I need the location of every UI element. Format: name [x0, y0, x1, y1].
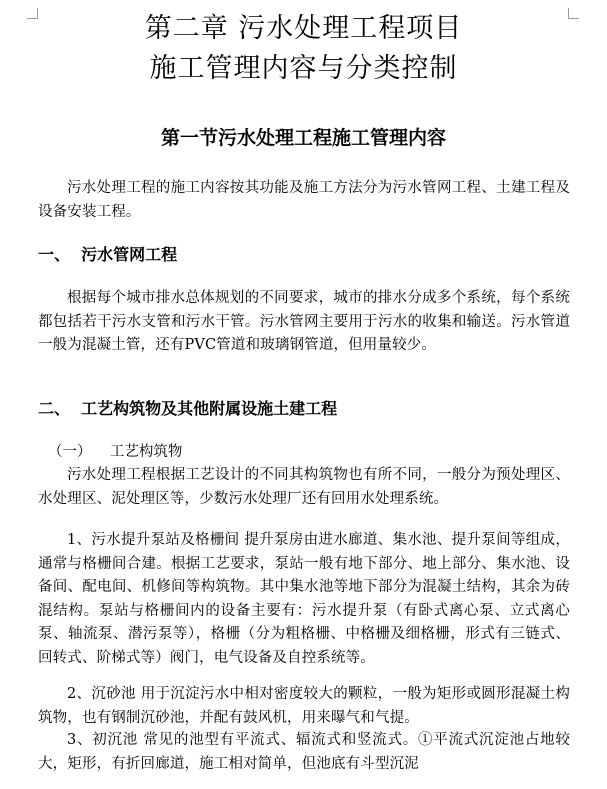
- section-title: 第一节污水处理工程施工管理内容: [160, 127, 446, 149]
- heading-sewer-network: 一、 污水管网工程: [38, 245, 178, 264]
- paragraph-grit-chamber: 2、沉砂池 用于沉淀污水中相对密度较大的颗粒，一般为矩形或圆形混凝土构筑物，也有钢制沉砂池，并配有鼓风机，用来曝气和气提。: [38, 686, 570, 726]
- paragraph-pump-station: 1、污水提升泵站及格栅间 提升泵房由进水廊道、集水池、提升泵间等组成，通常与格栅间合建。根据工艺要求，泵站一般有地下部分、地上部分、集水池、设备间、配电间、机修间等构筑物。其中集水池等地下部分为混凝土结构，其余为砖混结构。泵站与格栅间内的设备主要有：污水提升泵（有卧式离心泵、立式离心泵、轴流泵、潜污泵等），格栅（分为粗格栅、中格栅及细格栅，形式有三链式、回转式、阶梯式等）阀门，电气设备及自控系统等。: [38, 532, 570, 666]
- intro-paragraph: 污水处理工程的施工内容按其功能及施工方法分为污水管网工程、土建工程及设备安装工程。: [38, 180, 570, 220]
- subheading-process-structures: （一） 工艺构筑物: [48, 444, 183, 460]
- heading-civil-works: 二、 工艺构筑物及其他附属设施土建工程: [38, 399, 338, 418]
- paragraph-process-structures: 污水处理工程根据工艺设计的不同其构筑物也有所不同，一般分为预处理区、水处理区、泥处理区等，少数污水处理厂还有回用水处理系统。: [38, 467, 570, 507]
- paragraph-primary-clarifier: 3、初沉池 常见的池型有平流式、辐流式和竖流式。①平流式沉淀池占地较大，矩形，有折回廊道，施工相对简单，但池底有斗型沉泥: [38, 732, 570, 772]
- chapter-title-line-2: 施工管理内容与分类控制: [149, 53, 458, 84]
- chapter-title-line-1: 第二章 污水处理工程项目: [144, 13, 463, 44]
- paragraph-sewer-network: 根据每个城市排水总体规划的不同要求，城市的排水分成多个系统，每个系统都包括若干污水支管和污水干管。污水管网主要用于污水的收集和输送。污水管道一般为混凝土管，还有PVC管道和玻璃钢管道，但用量较少。: [38, 290, 570, 354]
